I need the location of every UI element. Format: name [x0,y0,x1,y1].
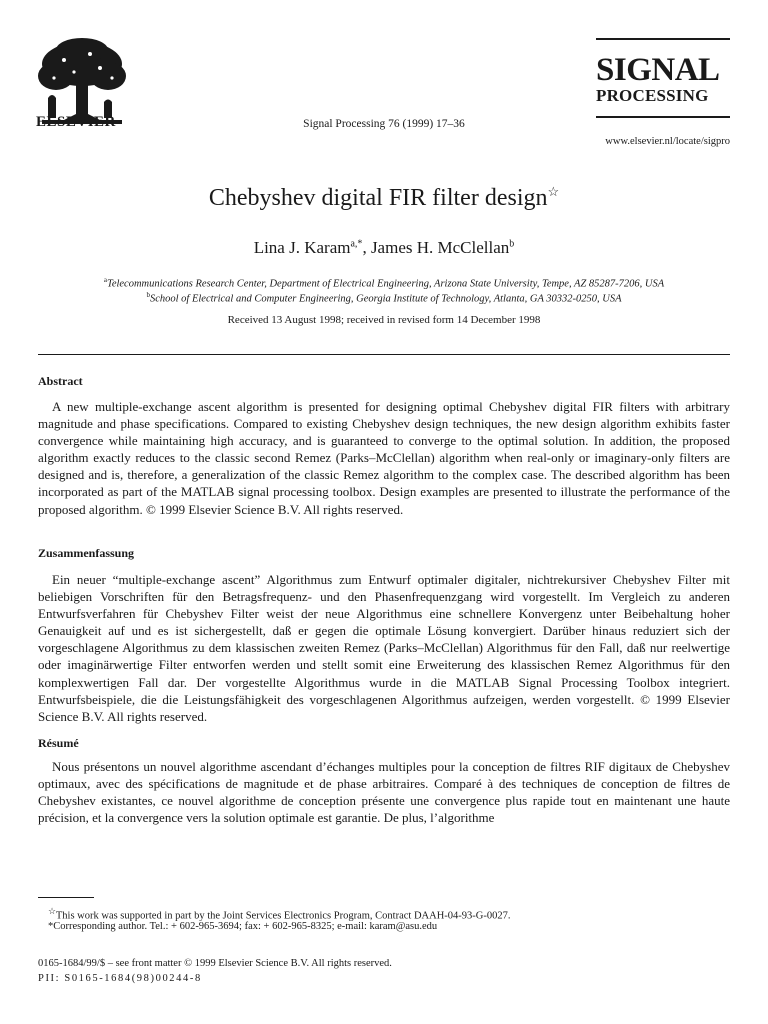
journal-name-line2: PROCESSING [596,86,709,105]
affiliation-a [0,276,768,290]
affiliation-a-text: Telecommunications Research Center, Department of Electrical Engineering, Arizona State University, Tempe, AZ 85287-7206, USA [106,278,665,290]
affiliation-a-mark: a [103,276,107,284]
resume-heading: Résumé [38,736,79,750]
journal-reference: Signal Processing 76 (1999) 17–36 [303,118,465,130]
title-text: Chebyshev digital FIR filter design [208,185,548,211]
footnote-corresponding-author [48,921,437,932]
zusammenfassung-text: Ein neuer “multiple-exchange ascent” Algorithmus zum Entwurf optimaler digitaler, nichtrekursiver Chebyshev Filter mit beliebigen Vorschriften für den Betragsfrequenz- und den Phasenfrequenzgang wird vorgestellt. Im Vergleich zu anderen Entwurfsverfahren für Chebyshev Filter weist der neue Algorithmus eine schnellere Konvergenz unter Beibehaltung hoher Genauigkeit auf und es ist sichergestellt, daß er gegen die optimale Lösung konvergiert. Darüber hinaus reduziert sich der vorgeschlagene Algorithmus zu dem klassischen zweiten Remez (Parks–McClellan) Algorithmus für den Fall, daß nur reelwertige oder imaginärwertige Filter entworfen werden und stellt somit eine Erweiterung des klassischen Remez Algorithmus für den komplexwertigen Fall dar. Der vorgestellte Algorithmus wurde in die MATLAB Signal Processing Toolbox integriert. Entwurfsbeispiele, die die Leistungsfähigkeit des vorgeschlagenen Algorithmus aufzeigen, werden vorgestellt. © 1999 Elsevier Science B.V. All rights reserved. [38,572,730,724]
publisher-name: ELSEVIER [36,114,116,130]
pii-identifier: PII: S0165-1684(98)00244-8 [38,973,202,984]
zusammenfassung-heading: Zusammenfassung [38,546,135,560]
masthead-top-rule [596,38,730,40]
footnote-divider [38,897,94,898]
journal-url[interactable]: www.elsevier.nl/locate/sigpro [605,136,730,147]
footnote-corresponding-text: Corresponding author. Tel.: + 602-965-3694; fax: + 602-965-8325; e-mail: karam@asu.edu [53,921,438,932]
journal-masthead [596,38,730,118]
author-separator: , [362,238,371,257]
copyright-line: 0165-1684/99/$ – see front matter © 1999 Elsevier Science B.V. All rights reserved. [38,958,392,969]
author-1: Lina J. Karam [253,238,351,257]
footnote-funding-mark: ☆ [48,906,56,916]
header-divider [38,354,730,355]
masthead-bottom-rule [596,116,730,118]
author-2: James H. McClellan [370,238,510,257]
resume-text: Nous présentons un nouvel algorithme ascendant d’échanges multiples pour la conception de filtres RIF digitaux de Chebyshev optimaux, avec des spécifications de magnitude et de phase arbitraires. Comparé à des techniques de conception de filtres de Chebyshev existantes, ce nouvel algorithme de conception présente une convergence plus rapide tout en maintenant une haute précision, et la convergence vers la solution optimale est garantie. De plus, l’algorithme [38,759,730,826]
footnote-funding [48,906,510,922]
article-title [0,184,768,212]
title-footnote-mark: ☆ [547,184,560,199]
affiliation-b-text: School of Electrical and Computer Engineering, Georgia Institute of Technology, Atlanta, GA 30332-0250, USA [149,293,622,305]
author-1-affiliation-mark: a,* [350,238,363,250]
affiliation-b [0,291,768,305]
author-list [0,238,768,258]
footnote-funding-text: This work was supported in part by the Joint Services Electronics Program, Contract DAAH-04-93-G-0027. [55,910,511,922]
abstract-text: A new multiple-exchange ascent algorithm is presented for designing optimal Chebyshev digital FIR filters with arbitrary magnitude and phase specifications. Compared to existing Chebyshev design techniques, the new design algorithm exhibits faster convergence while maintaining high accuracy, and is guaranteed to converge to the optimal solution. In addition, the proposed algorithm exactly reduces to the classic second Remez (Parks–McClellan) algorithm when real-only or imaginary-only filters are designed and is, therefore, a generalization of the classic Remez algorithm to the complex case. The described algorithm has been incorporated as part of the MATLAB signal processing toolbox. Design examples are presented to illustrate the performance of the proposed algorithm. © 1999 Elsevier Science B.V. All rights reserved. [38,399,730,517]
abstract-heading: Abstract [38,374,83,388]
author-2-affiliation-mark: b [509,238,515,250]
footnote-corresponding-mark: * [48,921,54,932]
received-dates: Received 13 August 1998; received in revised form 14 December 1998 [227,314,541,326]
journal-name-line1: SIGNAL [596,52,720,88]
affiliation-b-mark: b [146,291,150,299]
